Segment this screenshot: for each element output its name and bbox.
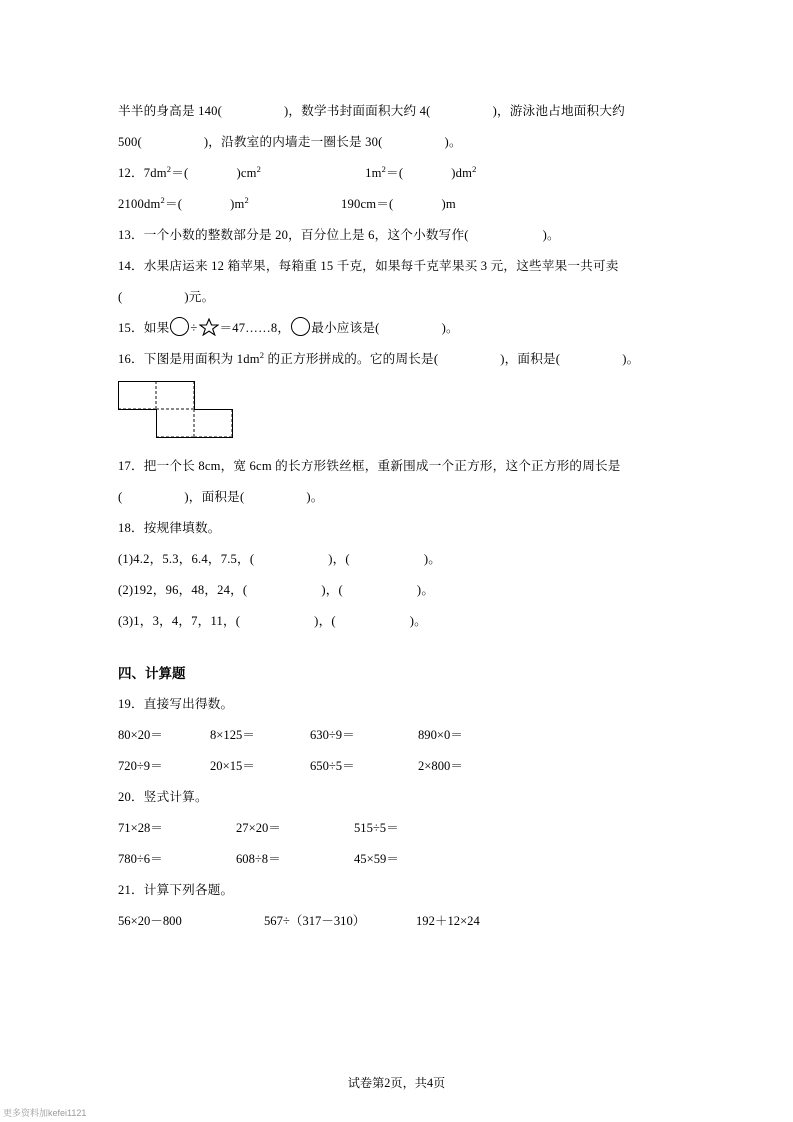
question-16 [118,344,678,375]
circle-shape-icon [170,317,189,336]
q14-close: )元。 [184,290,215,304]
question-14-line2 [118,282,678,313]
q17-mid: )，面积是( [184,490,245,504]
q12-d-unit: )m [441,197,456,211]
q20-label: 20． [118,790,144,804]
question-21-row-1 [118,906,678,937]
question-17-line2 [118,482,678,513]
q16-text-b: 的正方形拼成的。它的周长是( [264,352,439,366]
q12-b-sup: 2 [381,163,387,174]
q12-a: 7dm [143,166,167,180]
q17-open: ( [118,490,123,504]
q16-text-a: 下图是用面积为 1dm [143,352,260,366]
q18-title-text: 按规律填数。 [143,521,221,535]
q20-r2-c1: 780÷6＝ [118,852,163,866]
q18-label: 18． [118,521,144,535]
q15-text-d: 最小应该是( [311,321,380,335]
q12-d: 190cm＝( [340,197,394,211]
q12-c-sup: 2 [160,194,165,205]
question-20-title [118,782,678,813]
figure-outline [118,381,248,441]
q18-3-suffix: )。 [409,614,427,628]
q12-b-unit: )dm [451,166,473,180]
q21-r1-c2: 567÷（317－310） [264,914,366,928]
question-12-line2 [118,189,678,220]
q16-text-c: )，面积是( [500,352,561,366]
q15-div: ÷ [190,321,198,335]
q11-text-part2: )，数学书封面面积大约 4( [284,104,431,118]
q11-text-part4: 500( [118,135,142,149]
q21-label: 21． [118,883,144,897]
q15-text-e: )。 [441,321,459,335]
question-19-row-1 [118,720,678,751]
q19-r2-c3: 650÷5＝ [310,759,355,773]
question-17-line1 [118,451,678,482]
q12-c-eq: ＝( [164,197,183,211]
q12-c-unit: )m [230,197,245,211]
q18-2-mid: )，( [321,583,343,597]
q12-c-unit-sup: 2 [244,194,249,205]
q21-title-text: 计算下列各题。 [143,883,234,897]
q12-a-eq: ＝( [171,166,189,180]
q12-b-eq: ＝( [386,166,404,180]
q15-label: 15． [118,321,144,335]
q20-r1-c3: 515÷5＝ [354,821,399,835]
q15-text-a: 如果 [143,321,170,335]
q14-open-paren: ( [118,290,123,304]
q20-r2-c3: 45×59＝ [354,852,399,866]
q12-b-unit-sup: 2 [472,163,477,174]
q16-label: 16． [118,352,144,366]
q19-label: 19． [118,697,144,711]
watermark: 更多资料加kefei1121 [3,1108,87,1118]
q17-text: 把一个长 8cm，宽 6cm 的长方形铁丝框，重新围成一个正方形，这个正方形的周长是 [143,459,621,473]
q20-r2-c2: 608÷8＝ [236,852,281,866]
q16-text-d: )。 [622,352,640,366]
q11-text-part6: )。 [444,135,462,149]
question-18-title [118,513,678,544]
question-15 [118,313,678,344]
question-13 [118,220,678,251]
q18-1-suffix: )。 [423,552,442,566]
question-19-title [118,689,678,720]
q13-label: 13． [118,228,144,242]
question-18-item-1 [118,544,678,575]
q19-r1-c1: 80×20＝ [118,728,163,742]
q19-title-text: 直接写出得数。 [143,697,234,711]
q21-r1-c1: 56×20－800 [118,914,182,928]
q14-text: 水果店运来 12 箱苹果，每箱重 15 千克，如果每千克苹果买 3 元，这些苹果一共可卖 [143,259,619,273]
q18-3-mid: )，( [314,614,336,628]
question-16-figure [118,381,678,441]
question-20-row-2 [118,844,678,875]
q15-text-c: ＝47……8， [219,321,291,335]
q20-r1-c1: 71×28＝ [118,821,163,835]
q18-2-prefix: (2)192，96，48，24，( [118,583,248,597]
question-19-row-2 [118,751,678,782]
q16-sup: 2 [259,349,265,360]
star-shape-icon [199,317,219,335]
q13-text-b: )。 [542,228,560,242]
question-12-line1 [118,158,678,189]
question-18-item-3 [118,606,678,637]
q19-r1-c2: 8×125＝ [210,728,255,742]
q19-r2-c4: 2×800＝ [418,759,463,773]
question-18-item-2 [118,575,678,606]
q20-title-text: 竖式计算。 [143,790,208,804]
page-footer: 试卷第2页，共4页 [347,1076,446,1090]
q19-r1-c4: 890×0＝ [418,728,463,742]
q11-text-part3: )，游泳池占地面积大约 [492,104,625,118]
q11-text-part5: )，沿教室的内墙走一圈长是 30( [203,135,383,149]
q12-a-sup: 2 [166,163,172,174]
page-content [118,96,678,937]
q17-close: )。 [306,490,324,504]
q21-r1-c3: 192＋12×24 [416,914,480,928]
section-4-title: 四、计算题 [118,666,186,681]
circle-shape-icon-2 [291,317,310,336]
q14-label: 14． [118,259,144,273]
question-20-row-1 [118,813,678,844]
question-14-line1 [118,251,678,282]
q12-label: 12． [118,166,144,180]
q18-2-suffix: )。 [416,583,435,597]
q19-r2-c1: 720÷9＝ [118,759,163,773]
q12-a-unit: )cm [236,166,257,180]
q18-3-prefix: (3)1，3，4，7，11，( [118,614,241,628]
q11-text-part1: 半半的身高是 140( [118,104,222,118]
question-21-title [118,875,678,906]
q12-c: 2100dm [118,197,161,211]
q12-b: 1m [365,166,382,180]
q17-label: 17． [118,459,144,473]
q12-a-unit-sup: 2 [256,163,262,174]
q13-text-a: 一个小数的整数部分是 20，百分位上是 6，这个小数写作( [143,228,469,242]
q20-r1-c2: 27×20＝ [236,821,281,835]
question-11-continued [118,96,678,158]
q19-r2-c2: 20×15＝ [210,759,255,773]
q18-1-prefix: (1)4.2，5.3，6.4，7.5，( [118,552,255,566]
q18-1-mid: )，( [328,552,350,566]
q19-r1-c3: 630÷9＝ [310,728,355,742]
